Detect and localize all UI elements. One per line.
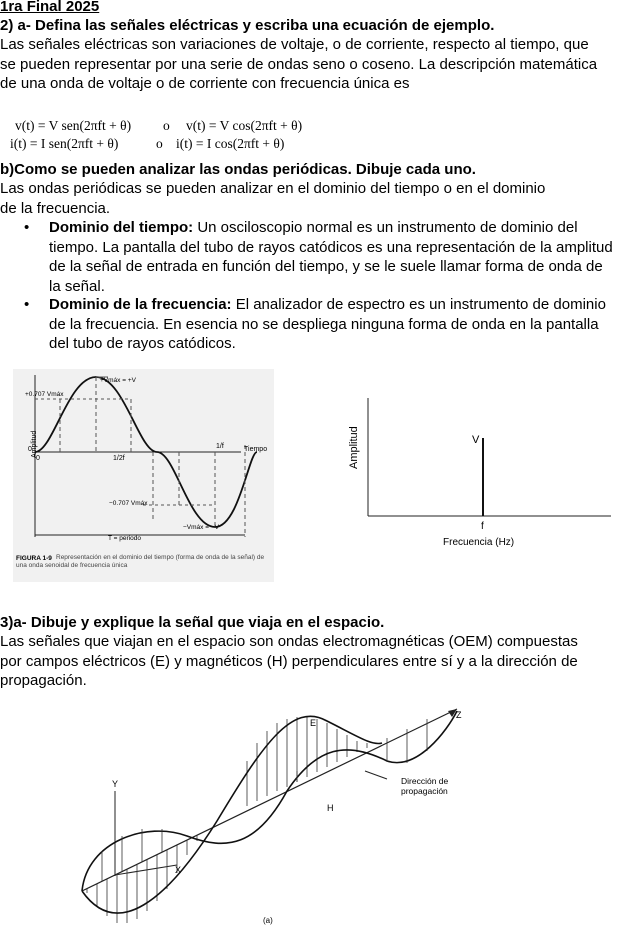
e-label: E (310, 718, 317, 728)
em-wave-figure (27, 701, 473, 925)
tiempo-label: Tiempo (244, 446, 268, 453)
figure-caption-label: FIGURA 1-9 (16, 555, 52, 562)
document-title: 1ra Final 2025 (0, 0, 100, 15)
y-axis-label: Amplitud (348, 426, 360, 469)
h-label: H (327, 803, 334, 813)
bullet-term: Dominio del tiempo: (49, 219, 194, 236)
v707-bottom-label: −0.707 Vmáx (109, 500, 148, 507)
equation-v-cos: v(t) = V cos(2πft + θ) (186, 118, 303, 133)
frequency-domain-figure (345, 383, 619, 556)
z-label: Z (456, 710, 462, 720)
figure-label: (a) (263, 916, 273, 925)
direction-label-2: propagación (401, 786, 448, 796)
q3-text: Las señales que viajan en el espacio son ondas electromagnéticas (OEM) compuestas por campos eléctricos (E) y magnéticos (H) perpendiculares entre sí y a la dirección de propagación. (0, 633, 578, 689)
zero-label: 0 (36, 455, 40, 462)
direction-label: Dirección de (401, 776, 449, 786)
equation-or: o (156, 136, 163, 151)
figure-caption: Representación en el dominio del tiempo (forma de onda de la señal) de una onda senoidal de frecuencia única (16, 554, 265, 569)
equation-i-sen: i(t) = I sen(2πft + θ) (10, 136, 119, 151)
equation-i-cos: i(t) = I cos(2πft + θ) (176, 136, 285, 151)
zero-label: 0 (28, 446, 32, 453)
bullet-text: El analizador de espectro es un instrumento de dominio de la frecuencia. En esencia no se despliega ninguna forma de onda en la pantalla del tubo de rayos catódicos. (49, 296, 606, 352)
half-f-label: 1/2f (113, 455, 125, 462)
bullet-text: Un osciloscopio normal es un instrumento de dominio del tiempo. La pantalla del tubo de rayos catódicos es una representación de la amplitud de la señal de entrada en función del tiempo, y se le suele llamar forma de onda de la señal. (49, 219, 613, 295)
x-axis-label: Frecuencia (Hz) (443, 537, 515, 548)
v-label: V (472, 434, 480, 446)
equation-v-sen: v(t) = V sen(2πft + θ) (15, 118, 132, 133)
vmax-top-label: +Vmáx = +V (100, 377, 136, 384)
bullet-time-domain (49, 218, 614, 296)
q2-heading: 2) a- Defina las señales eléctricas y escriba una ecuación de ejemplo. (0, 17, 495, 34)
equation-or: o (163, 118, 170, 133)
bullet-term: Dominio de la frecuencia: (49, 296, 232, 313)
vmax-bottom-label: −Vmáx = −V (183, 524, 219, 531)
q2b-heading: b)Como se pueden analizar las ondas periódicas. Dibuje cada uno. (0, 161, 476, 178)
amplitude-label: Amplitud (31, 430, 38, 458)
bullet-frequency-domain (49, 295, 614, 354)
v707-top-label: +0.707 Vmáx (25, 391, 64, 398)
q3-heading: 3)a- Dibuje y explique la señal que viaja en el espacio. (0, 614, 385, 631)
time-domain-figure (13, 369, 274, 582)
f-label: f (481, 521, 484, 532)
q2-text: Las señales eléctricas son variaciones de voltaje, o de corriente, respecto al tiempo, que se pueden representar por una serie de ondas seno o coseno. La descripción matemática de una onda de voltaje o de corriente con frecuencia única es (0, 36, 598, 92)
q2b-text: Las ondas periódicas se pueden analizar en el dominio del tiempo o en el dominio de la frecuencia. (0, 180, 546, 217)
bullet-dot: • (24, 296, 30, 313)
period-label: T = periodo (108, 535, 141, 542)
one-f-label: 1/f (216, 443, 224, 450)
x-label: X (175, 865, 182, 875)
y-label: Y (112, 779, 119, 789)
bullet-dot: • (24, 219, 30, 236)
